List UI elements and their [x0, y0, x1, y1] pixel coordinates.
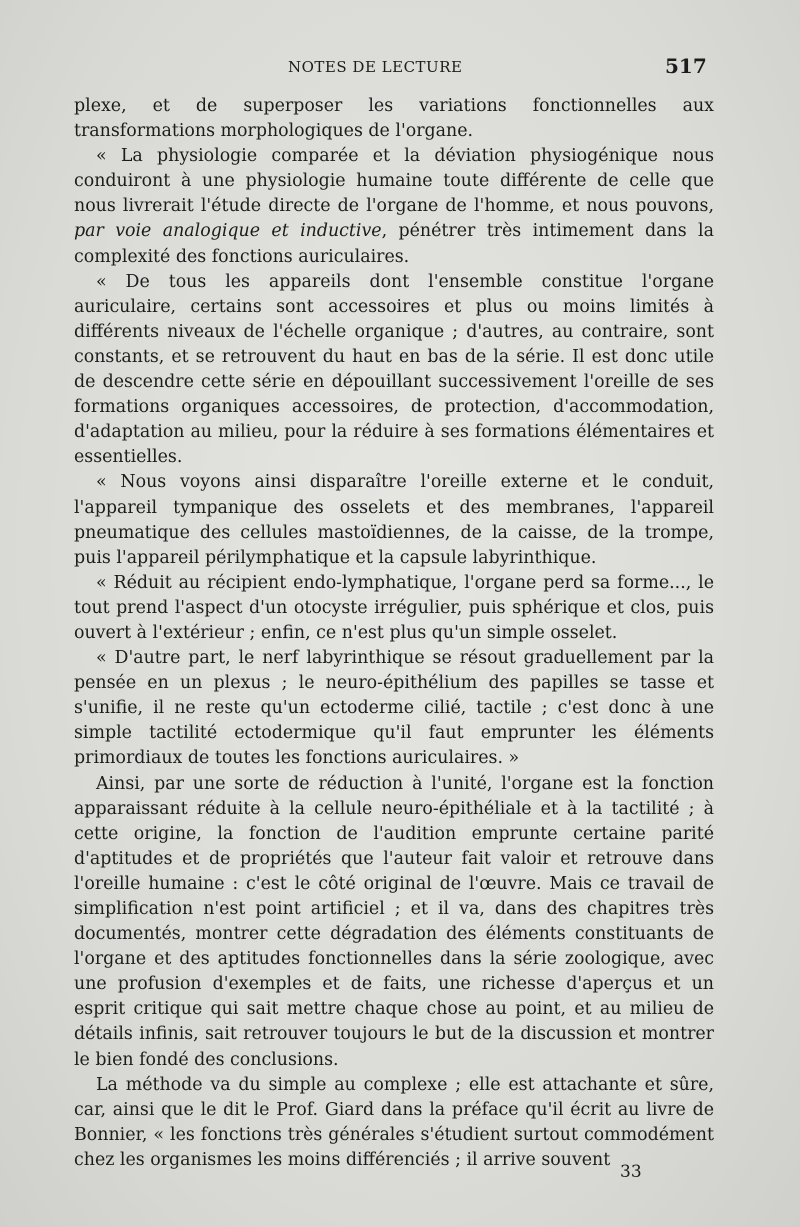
body-text [74, 94, 714, 1173]
page-number: 517 [665, 54, 707, 78]
italic-phrase: par voie analogique et inductive [74, 221, 382, 242]
paragraph: « Réduit au récipient endo-lymphatique, l'organe perd sa forme..., le tout prend l'aspect d'un otocyste irrégulier, puis sphérique et clos, puis ouvert à l'extérieur ; enfin, ce n'est plus qu'un simple osselet. [74, 572, 714, 643]
signature-mark: 33 [620, 1162, 642, 1182]
paragraph: « La physiologie comparée et la déviation physiogénique nous conduiront à une physiologie humaine toute différente de celle que nous livrerait l'étude directe de l'organe de l'homme, et nous pouvons, par voie analogique et inductive, pénétrer très intimement dans la complexité des fonctions auriculaires. [74, 146, 714, 267]
paragraph: « D'autre part, le nerf labyrinthique se résout graduellement par la pensée en un plexus ; le neuro-épithélium des papilles se tasse et s'unifie, il ne reste qu'un ectoderme cilié, tactile ; c'est donc à une simple tactilité ectodermique qu'il faut emprunter les éléments primordiaux de toutes les fonctions auriculaires. » [74, 648, 714, 769]
paragraph: « Nous voyons ainsi disparaître l'oreille externe et le conduit, l'appareil tympanique des osselets et des membranes, l'appareil pneumatique des cellules mastoïdiennes, de la caisse, de la trompe, puis l'appareil périlymphatique et la capsule labyrinthique. [74, 472, 714, 568]
paragraph: La méthode va du simple au complexe ; elle est attachante et sûre, car, ainsi que le dit le Prof. Giard dans la préface qu'il écrit au livre de Bonnier, « les fonctions très générales s'étudient surtout commodément chez les organismes les moins différenciés ; il arrive souvent [74, 1074, 714, 1170]
paragraph: « De tous les appareils dont l'ensemble constitue l'organe auriculaire, certains sont accessoires et plus ou moins limités à différents niveaux de l'échelle organique ; d'autres, au contraire, sont constants, et se retrouvent du haut en bas de la série. Il est donc utile de descendre cette série en dépouillant successivement l'oreille de ses formations organiques accessoires, de protection, d'accommodation, d'adaptation au milieu, pour la réduire à ses formations élémentaires et essentielles. [74, 271, 714, 468]
paragraph: Ainsi, par une sorte de réduction à l'unité, l'organe est la fonction apparaissant réduite à la cellule neuro-épithéliale et à la tactilité ; à cette origine, la fonction de l'audition emprunte certaine parité d'aptitudes et de propriétés que l'auteur fait valoir et retrouve dans l'oreille humaine : c'est le côté original de l'œuvre. Mais ce travail de simplification n'est point artificiel ; et il va, dans des chapitres très documentés, montrer cette dégradation des éléments constituants de l'organe et des aptitudes fonctionnelles dans la série zoologique, avec une profusion d'exemples et de faits, une richesse d'aperçus et un esprit critique qui sait mettre chaque chose au point, et au milieu de détails infinis, sait retrouver toujours le but de la discussion et montrer le bien fondé des conclusions. [74, 773, 714, 1070]
running-title: NOTES DE LECTURE [288, 58, 463, 76]
paragraph: plexe, et de superposer les variations fonctionnelles aux transformations morphologiques de l'organe. [74, 96, 714, 142]
